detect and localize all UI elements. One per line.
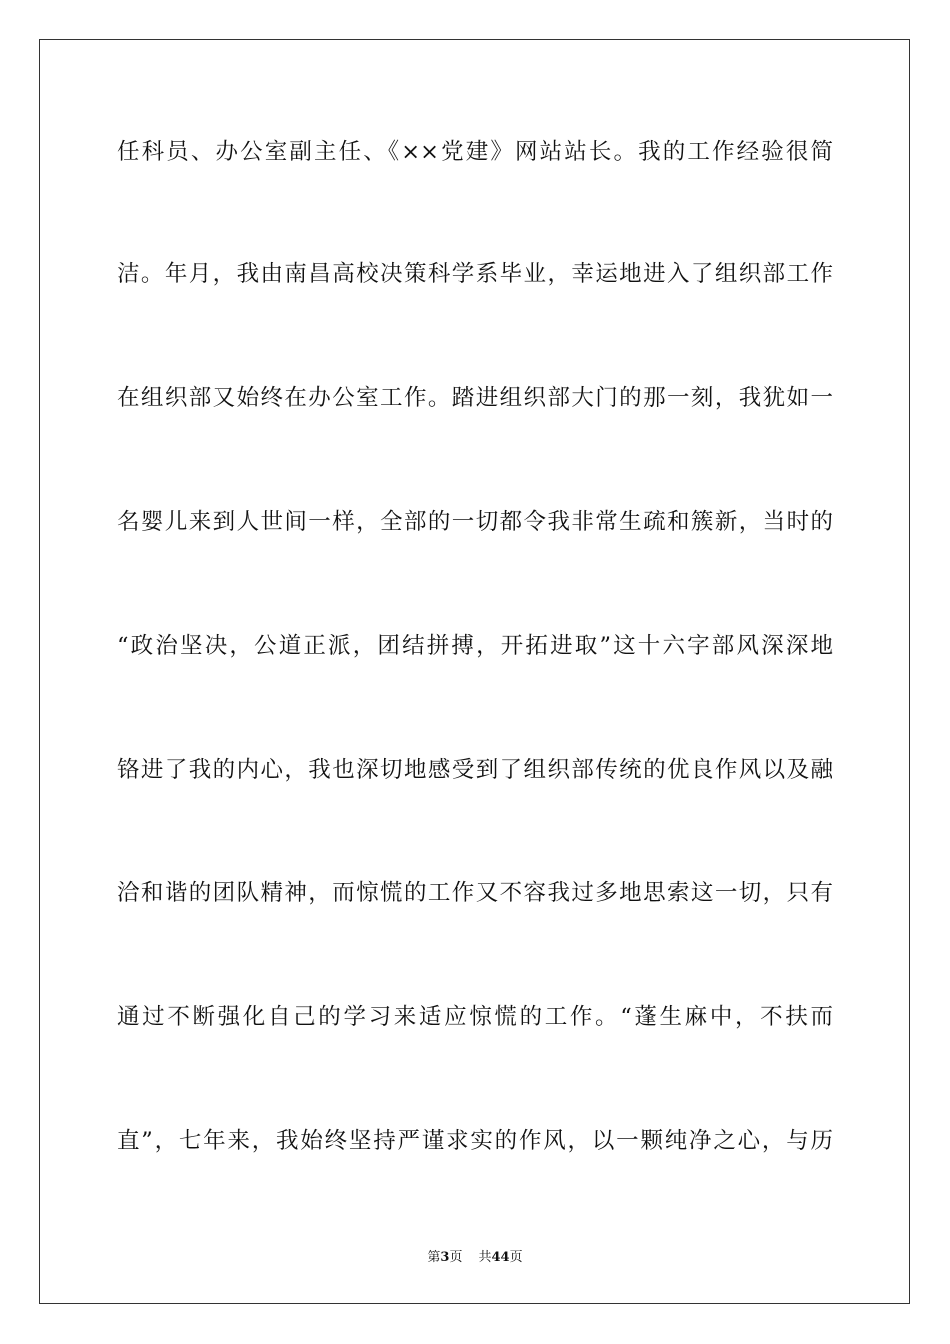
footer-page-number: 3 [440,1250,450,1265]
page-footer [0,1246,950,1265]
footer-total-pages: 44 [491,1250,510,1265]
body-text-line-5: “政治坚决，公道正派，团结拼搏，开拓进取”这十六字部风深深地 [117,633,833,659]
footer-page-suffix: 页 [449,1250,463,1265]
body-text-line-2: 洁。年月，我由南昌高校决策科学系毕业，幸运地进入了组织部工作 [117,261,833,287]
body-text-line-3: 在组织部又始终在办公室工作。踏进组织部大门的那一刻，我犹如一 [117,385,833,411]
body-text-line-8: 通过不断强化自己的学习来适应惊慌的工作。“蓬生麻中，不扶而 [117,1004,833,1030]
page-border [39,39,910,1304]
footer-total-suffix: 页 [509,1250,523,1265]
body-text-line-1: 任科员、办公室副主任、《××党建》网站站长。我的工作经验很简 [117,139,833,165]
body-text-line-9: 直”，七年来，我始终坚持严谨求实的作风，以一颗纯净之心，与历 [117,1128,833,1154]
body-text-line-4: 名婴儿来到人世间一样，全部的一切都令我非常生疏和簇新，当时的 [117,509,833,535]
footer-total-prefix: 共 [478,1250,492,1265]
footer-page-prefix: 第 [427,1250,441,1265]
body-text-line-7: 洽和谐的团队精神，而惊慌的工作又不容我过多地思索这一切，只有 [117,880,833,906]
body-text-line-6: 铬进了我的内心，我也深切地感受到了组织部传统的优良作风以及融 [117,757,833,783]
